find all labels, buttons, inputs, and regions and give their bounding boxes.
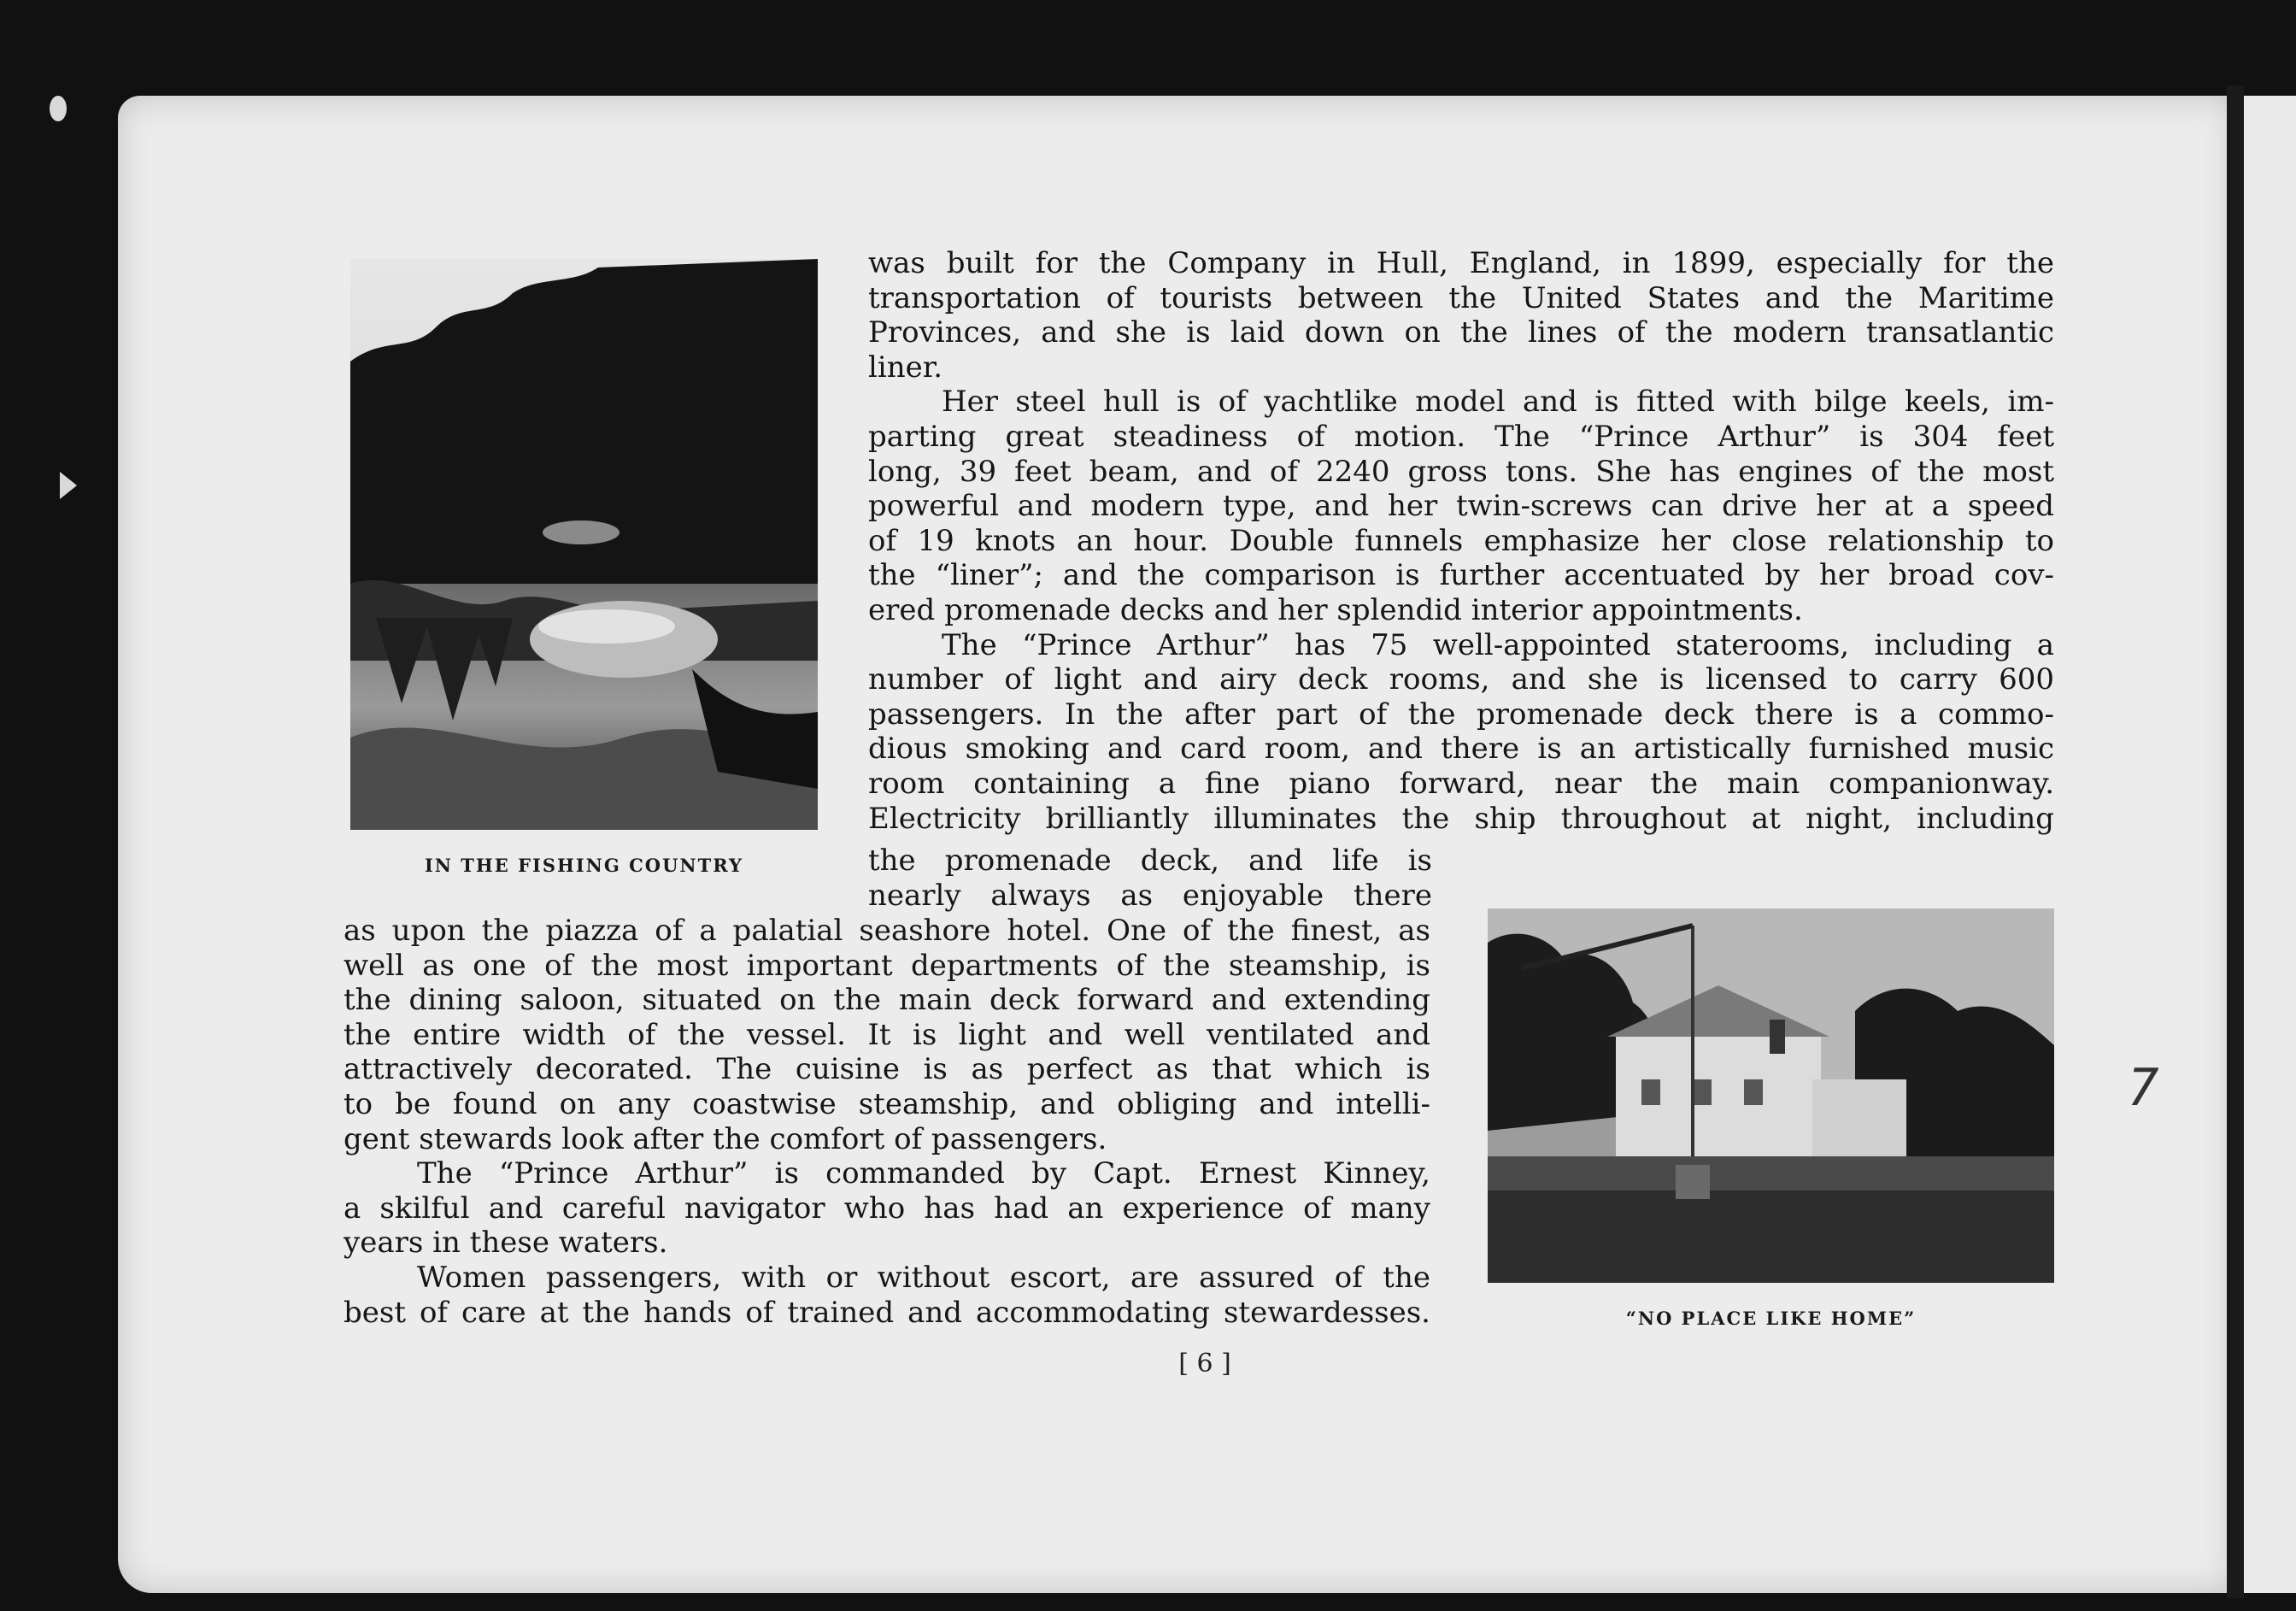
text-line: as upon the piazza of a palatial seashore hotel. One of the finest, as: [344, 914, 1430, 948]
text-line: was built for the Company in Hull, England, in 1899, especially for the: [868, 246, 2054, 280]
caption-fishing-country: IN THE FISHING COUNTRY: [424, 855, 744, 876]
body-text-lower: [344, 914, 1430, 1330]
text-line: nearly always as enjoyable there: [868, 878, 1432, 913]
text-line: the entire width of the vessel. It is light and well ventilated and: [344, 1017, 1430, 1052]
text-line: The “Prince Arthur” is commanded by Capt. Ernest Kinney,: [417, 1156, 1430, 1191]
photo-fishing-country: [350, 259, 818, 830]
book-gutter: [2227, 85, 2244, 1598]
text-line: gent stewards look after the comfort of passengers.: [344, 1121, 1107, 1156]
text-line: room containing a fine piano forward, near the main companionway.: [868, 766, 2054, 801]
photo-no-place-like-home: [1488, 908, 2054, 1283]
text-line: The “Prince Arthur” has 75 well-appointed staterooms, including a: [942, 627, 2054, 662]
text-line: attractively decorated. The cuisine is as perfect as that which is: [344, 1052, 1430, 1087]
caption-no-place-like-home: “NO PLACE LIKE HOME”: [1625, 1308, 1917, 1329]
text-line: the dining saloon, situated on the main deck forward and extending: [344, 983, 1430, 1018]
text-line: parting great steadiness of motion. The “Prince Arthur” is 304 feet: [868, 419, 2054, 454]
text-line: dious smoking and card room, and there is an artistically furnished music: [868, 732, 2054, 767]
facing-page-edge: [2244, 96, 2296, 1593]
text-line: the “liner”; and the comparison is further accentuated by her broad cov-: [868, 558, 2054, 593]
text-line: transportation of tourists between the United States and the Maritime: [868, 280, 2054, 315]
text-line: a skilful and careful navigator who has had an experience of many: [344, 1191, 1430, 1226]
text-line: the promenade deck, and life is: [868, 844, 1432, 878]
page-number: [ 6 ]: [1178, 1349, 1231, 1379]
body-text-mid: [868, 844, 1432, 913]
text-line: Electricity brilliantly illuminates the ship throughout at night, including: [868, 801, 2054, 836]
text-line: ered promenade decks and her splendid interior appointments.: [868, 592, 1803, 627]
text-line: well as one of the most important departments of the steamship, is: [344, 948, 1430, 983]
text-line: of 19 knots an hour. Double funnels emphasize her close relationship to: [868, 523, 2054, 558]
text-line: Provinces, and she is laid down on the lines of the modern transatlantic: [868, 315, 2054, 350]
text-line: passengers. In the after part of the promenade deck there is a commo-: [868, 697, 2054, 732]
text-line: to be found on any coastwise steamship, and obliging and intelli-: [344, 1086, 1430, 1121]
text-line: best of care at the hands of trained and accommodating stewardesses.: [344, 1295, 1430, 1330]
text-line: years in these waters.: [344, 1226, 668, 1261]
handwritten-margin-mark: 7: [2119, 1058, 2165, 1118]
film-arrow-mark: [60, 472, 77, 499]
text-line: liner.: [868, 350, 943, 385]
text-line: long, 39 feet beam, and of 2240 gross tons. She has engines of the most: [868, 454, 2054, 489]
text-line: powerful and modern type, and her twin-screws can drive her at a speed: [868, 489, 2054, 524]
text-line: Her steel hull is of yachtlike model and is fitted with bilge keels, im-: [942, 385, 2054, 420]
film-speck: [50, 96, 67, 121]
text-line: number of light and airy deck rooms, and she is licensed to carry 600: [868, 662, 2054, 697]
text-line: Women passengers, with or without escort, are assured of the: [417, 1260, 1430, 1295]
body-text-upper: [868, 246, 2054, 836]
